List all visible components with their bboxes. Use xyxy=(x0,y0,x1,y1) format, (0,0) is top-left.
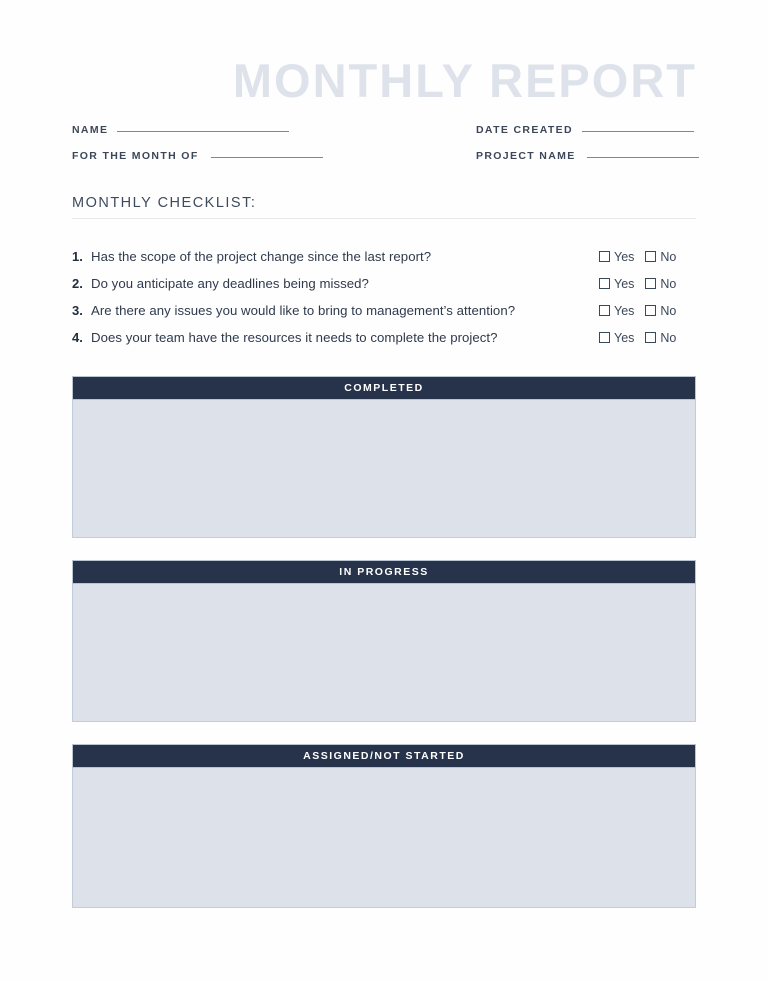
answer-yes[interactable] xyxy=(599,277,634,291)
field-for-the-month-of-label: FOR THE MONTH OF xyxy=(72,150,199,162)
checklist-heading: MONTHLY CHECKLIST: xyxy=(72,195,257,211)
answer-no[interactable] xyxy=(645,331,676,345)
answer-no[interactable] xyxy=(645,250,676,264)
field-date-created[interactable] xyxy=(476,124,694,136)
form-fields xyxy=(72,124,696,176)
field-project-name[interactable] xyxy=(476,150,699,162)
field-date-created-input-rule[interactable] xyxy=(582,131,694,132)
checkbox-icon[interactable] xyxy=(645,278,656,289)
field-name-label: NAME xyxy=(72,124,109,136)
checklist-item xyxy=(72,324,696,351)
checklist-item-number: 4. xyxy=(72,330,83,345)
section-completed-title: COMPLETED xyxy=(344,382,424,394)
answer-no-label: No xyxy=(660,249,677,264)
checklist-item-number: 1. xyxy=(72,249,83,264)
answer-no-label: No xyxy=(660,276,677,291)
checklist-item-question: Do you anticipate any deadlines being missed? xyxy=(91,276,369,291)
checkbox-icon[interactable] xyxy=(645,305,656,316)
checklist-item-number: 2. xyxy=(72,276,83,291)
section-completed-body[interactable] xyxy=(72,400,696,538)
monthly-checklist xyxy=(72,243,696,351)
section-completed xyxy=(72,376,696,538)
checkbox-icon[interactable] xyxy=(599,251,610,262)
field-name[interactable] xyxy=(72,124,289,136)
checklist-item-answers xyxy=(599,270,676,297)
answer-yes[interactable] xyxy=(599,250,634,264)
checklist-item-question: Has the scope of the project change since the last report? xyxy=(91,249,432,264)
field-project-name-label: PROJECT NAME xyxy=(476,150,576,162)
answer-no[interactable] xyxy=(645,277,676,291)
checkbox-icon[interactable] xyxy=(599,332,610,343)
checklist-item xyxy=(72,270,696,297)
answer-yes-label: Yes xyxy=(614,249,635,264)
answer-yes-label: Yes xyxy=(614,303,635,318)
answer-yes-label: Yes xyxy=(614,276,635,291)
answer-no-label: No xyxy=(660,303,677,318)
field-for-the-month-of[interactable] xyxy=(72,150,323,162)
checklist-item-question: Are there any issues you would like to bring to management’s attention? xyxy=(91,303,516,318)
checklist-item xyxy=(72,243,696,270)
answer-no[interactable] xyxy=(645,304,676,318)
checklist-item-number: 3. xyxy=(72,303,83,318)
section-completed-header xyxy=(72,376,696,400)
field-for-the-month-of-input-rule[interactable] xyxy=(211,157,323,158)
answer-no-label: No xyxy=(660,330,677,345)
section-assigned-not-started xyxy=(72,744,696,908)
field-name-input-rule[interactable] xyxy=(117,131,289,132)
section-assigned-not-started-body[interactable] xyxy=(72,768,696,908)
checklist-item-question: Does your team have the resources it needs to complete the project? xyxy=(91,330,498,345)
checkbox-icon[interactable] xyxy=(645,251,656,262)
checkbox-icon[interactable] xyxy=(645,332,656,343)
section-assigned-not-started-title: ASSIGNED/NOT STARTED xyxy=(303,750,465,762)
answer-yes[interactable] xyxy=(599,304,634,318)
section-in-progress-body[interactable] xyxy=(72,584,696,722)
checkbox-icon[interactable] xyxy=(599,278,610,289)
section-in-progress-title: IN PROGRESS xyxy=(339,566,429,578)
field-date-created-label: DATE CREATED xyxy=(476,124,573,136)
field-project-name-input-rule[interactable] xyxy=(587,157,699,158)
checklist-heading-divider xyxy=(72,218,696,219)
checklist-item xyxy=(72,297,696,324)
section-in-progress xyxy=(72,560,696,722)
checklist-item-answers xyxy=(599,243,676,270)
checklist-item-answers xyxy=(599,297,676,324)
checkbox-icon[interactable] xyxy=(599,305,610,316)
section-in-progress-header xyxy=(72,560,696,584)
checklist-item-answers xyxy=(599,324,676,351)
section-assigned-not-started-header xyxy=(72,744,696,768)
page-title: MONTHLY REPORT xyxy=(232,54,697,107)
answer-yes[interactable] xyxy=(599,331,634,345)
answer-yes-label: Yes xyxy=(614,330,635,345)
